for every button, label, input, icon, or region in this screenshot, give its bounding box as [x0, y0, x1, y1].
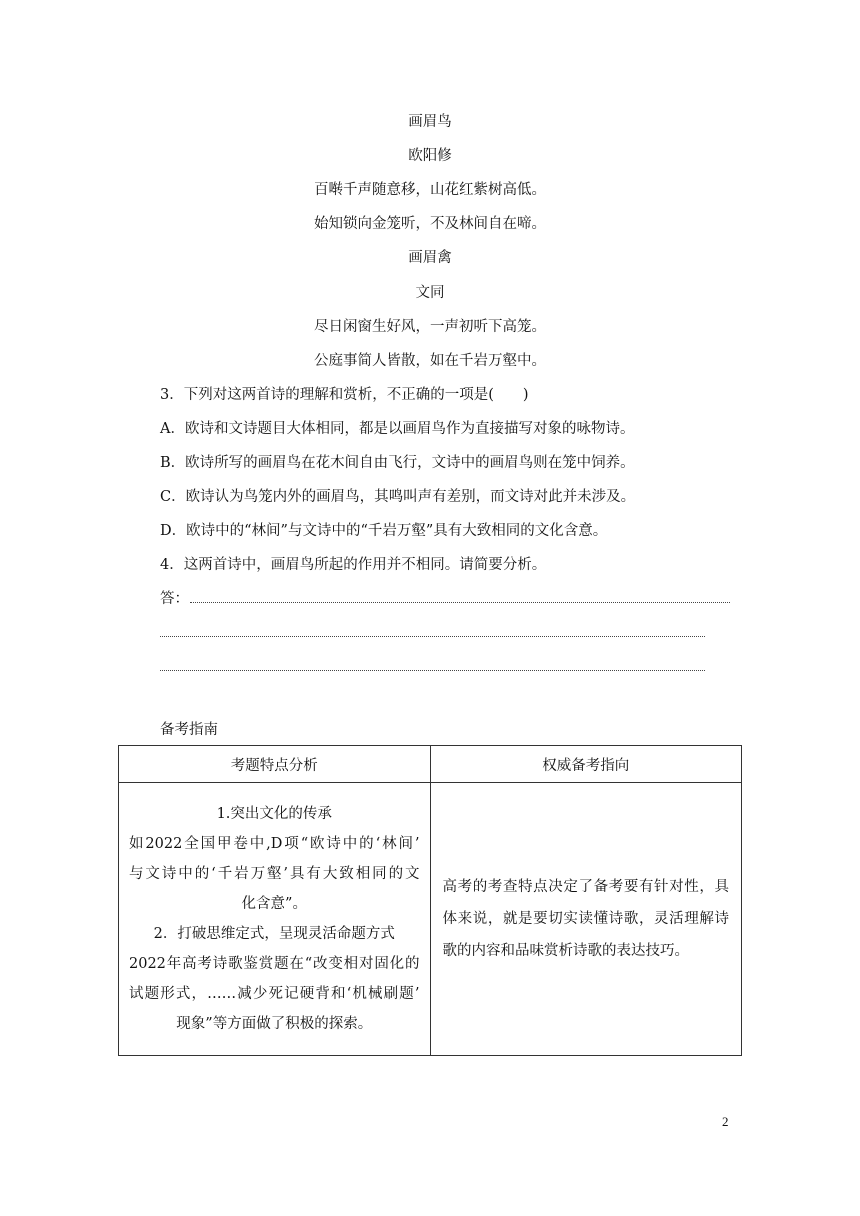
question-3-option-c: C．欧诗认为鸟笼内外的画眉鸟，其鸣叫声有差别，而文诗对此并未涉及。 — [160, 489, 636, 505]
analysis-line: 试题形式，……减少死记硬背和‘机械刷题’ — [129, 986, 420, 1002]
guide-table — [118, 745, 742, 1056]
poem1-author: 欧阳修 — [408, 148, 452, 164]
poem1-title: 画眉鸟 — [408, 114, 452, 130]
question-3-option-b: B．欧诗所写的画眉鸟在花木间自由飞行，文诗中的画眉鸟则在笼中饲养。 — [160, 455, 635, 471]
analysis-cell — [119, 783, 431, 1056]
guide-table-row — [119, 783, 742, 1056]
poem2-title: 画眉禽 — [408, 250, 452, 266]
poem2-author: 文同 — [415, 285, 445, 301]
poem1-line-2: 始知锁向金笼听，不及林间自在啼。 — [314, 216, 546, 232]
analysis-line: 与文诗中的‘千岩万壑’具有大致相同的文 — [129, 866, 420, 882]
question-4-stem: 4．这两首诗中，画眉鸟所起的作用并不相同。请简要分析。 — [160, 557, 547, 573]
question-3-stem: 3．下列对这两首诗的理解和赏析，不正确的一项是( ) — [160, 387, 529, 403]
guide-table-header-row — [119, 746, 742, 783]
analysis-line: 化含意”。 — [241, 896, 307, 912]
analysis-line: 2．打破思维定式，呈现灵活命题方式 — [153, 926, 395, 942]
analysis-line: 2022年高考诗歌鉴赏题在“改变相对固化的 — [129, 956, 420, 972]
header-analysis: 考题特点分析 — [119, 746, 431, 783]
poem2-line-2: 公庭事简人皆散，如在千岩万壑中。 — [314, 353, 546, 369]
analysis-line: 1.突出文化的传承 — [216, 806, 332, 822]
answer-line-2 — [160, 636, 705, 637]
poem1-line-1: 百啭千声随意移，山花红紫树高低。 — [314, 182, 546, 198]
question-3-option-d: D．欧诗中的“林间”与文诗中的“千岩万壑”具有大致相同的文化含意。 — [160, 523, 608, 539]
direction-cell: 高考的考查特点决定了备考要有针对性，具体来说，就是要切实读懂诗歌，灵活理解诗歌的内容和品味赏析诗歌的表达技巧。 — [430, 783, 742, 1056]
answer-label: 答： — [160, 591, 189, 607]
analysis-line: 现象”等方面做了积极的探索。 — [176, 1016, 373, 1032]
guide-title: 备考指南 — [160, 722, 218, 738]
header-direction: 权威备考指向 — [430, 746, 742, 783]
poem2-line-1: 尽日闲窗生好风，一声初听下高笼。 — [314, 319, 546, 335]
answer-line-3 — [160, 670, 705, 671]
page-number: 2 — [722, 1114, 729, 1129]
question-3-option-a: A．欧诗和文诗题目大体相同，都是以画眉鸟作为直接描写对象的咏物诗。 — [160, 421, 635, 437]
analysis-line: 如2022全国甲卷中,D项“欧诗中的‘林间’ — [129, 836, 420, 852]
answer-line-1 — [190, 602, 730, 603]
